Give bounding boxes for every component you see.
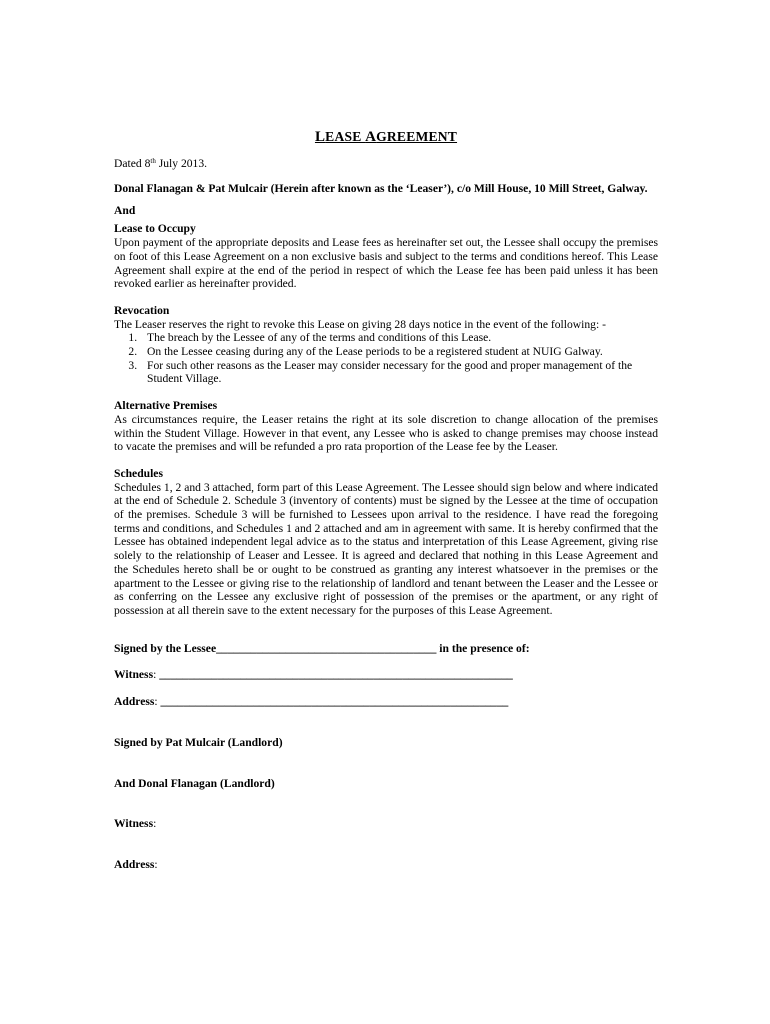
presence-label: in the presence of:	[436, 641, 530, 655]
lessee-signature-field[interactable]: ______________________________________	[216, 641, 437, 655]
witness-label: Witness	[114, 817, 154, 831]
revocation-heading: Revocation	[114, 303, 170, 317]
address-label: Address	[114, 695, 155, 709]
parties-text: Donal Flanagan & Pat Mulcair (Herein after known as the ‘Leaser’), c/o Mill House, 10 Mill Street, Galway.	[114, 182, 648, 196]
witness-line-1	[114, 668, 658, 682]
title-word-2: GREEMENT	[376, 129, 458, 144]
title-initial-1: L	[314, 129, 326, 145]
revocation-item: 1. The breach by the Lessee of any of the terms and conditions of this Lease.	[140, 331, 658, 345]
revocation-item: 2. On the Lessee ceasing during any of the Lease periods to be a registered student at NUIG Galway.	[140, 345, 658, 359]
dated-suffix: July 2013.	[155, 156, 208, 170]
lease-document	[114, 130, 658, 872]
revocation-list	[114, 331, 658, 386]
title-initial-2: A	[365, 129, 377, 145]
address-line-1	[114, 695, 658, 709]
schedules-section	[114, 467, 658, 618]
witness-field[interactable]: _____________________________________________________________	[159, 668, 513, 682]
revocation-item: 3. For such other reasons as the Leaser may consider necessary for the good and proper management of the Student Village.	[140, 359, 658, 386]
alternative-premises-section	[114, 399, 658, 454]
lessee-signature-line	[114, 642, 658, 656]
revocation-section	[114, 304, 658, 386]
address-label: Address	[114, 857, 155, 871]
and-text: And	[114, 204, 136, 218]
address-line-2	[114, 858, 658, 872]
alternative-heading: Alternative Premises	[114, 399, 218, 413]
witness-colon: :	[153, 668, 160, 682]
occupy-text: Upon payment of the appropriate deposits and Lease fees as hereinafter set out, the Lessee shall occupy the premises on foot of this Lease Agreement on a non exclusive basis and subject to the terms and conditions hereof. This Lease Agreement shall expire at the end of the period in respect of which the Lease fee has been paid unless it has been revoked earlier as hereinafter provided.	[114, 236, 658, 291]
witness-colon: :	[153, 817, 157, 831]
witness-line-2	[114, 817, 658, 831]
signed-lessee-label: Signed by the Lessee	[114, 641, 217, 655]
schedules-text: Schedules 1, 2 and 3 attached, form part of this Lease Agreement. The Lessee should sign below and where indicated at the end of Schedule 2. Schedule 3 (inventory of contents) must be signed by the Lessee at the time of occupation of the premises. Schedule 3 will be furnished to Lessees upon arrival to the residence. I have read the foregoing terms and conditions, and Schedules 1 and 2 attached and am in agreement with same. It is hereby confirmed that the Lessee has obtained independent legal advice as to the status and interpretation of this Lease Agreement, giving rise solely to the relationship of Leaser and Lessee. It is agreed and declared that nothing in this Lease Agreement and the Schedules hereto shall be or ought to be construed as granting any interest whatsoever in the premises or the apartment to the Lessee or giving rise to the relationship of landlord and tenant between the Leaser and the Lessee or as conferring on the Lessee any exclusive right of possession of the premises or the apartment, or any right of possession at all therein save to the extent necessary for the purposes of this Lease Agreement.	[114, 480, 658, 617]
document-title	[114, 130, 658, 145]
dated-line	[114, 157, 658, 171]
signed-pat-line: Signed by Pat Mulcair (Landlord)	[114, 735, 283, 749]
alternative-text: As circumstances require, the Leaser retains the right at its sole discretion to change allocation of the premises within the Student Village. However in that event, any Lessee who is asked to change premises may choose instead to vacate the premises and will be refunded a pro rata proportion of the Lease fee by the Leaser.	[114, 412, 658, 454]
schedules-heading: Schedules	[114, 466, 163, 480]
occupy-heading: Lease to Occupy	[114, 222, 196, 236]
witness-label: Witness	[114, 668, 154, 682]
revocation-intro: The Leaser reserves the right to revoke this Lease on giving 28 days notice in the event of the following: -	[114, 317, 606, 331]
address-colon: :	[154, 695, 161, 709]
lease-to-occupy-section	[114, 222, 658, 291]
address-colon: :	[154, 857, 158, 871]
and-donal-line: And Donal Flanagan (Landlord)	[114, 776, 275, 790]
title-word-1: EASE	[325, 129, 366, 144]
signature-block	[114, 642, 658, 872]
dated-superscript: th	[150, 156, 156, 165]
dated-prefix: Dated 8	[114, 156, 151, 170]
address-field[interactable]: ____________________________________________________________	[160, 695, 509, 709]
